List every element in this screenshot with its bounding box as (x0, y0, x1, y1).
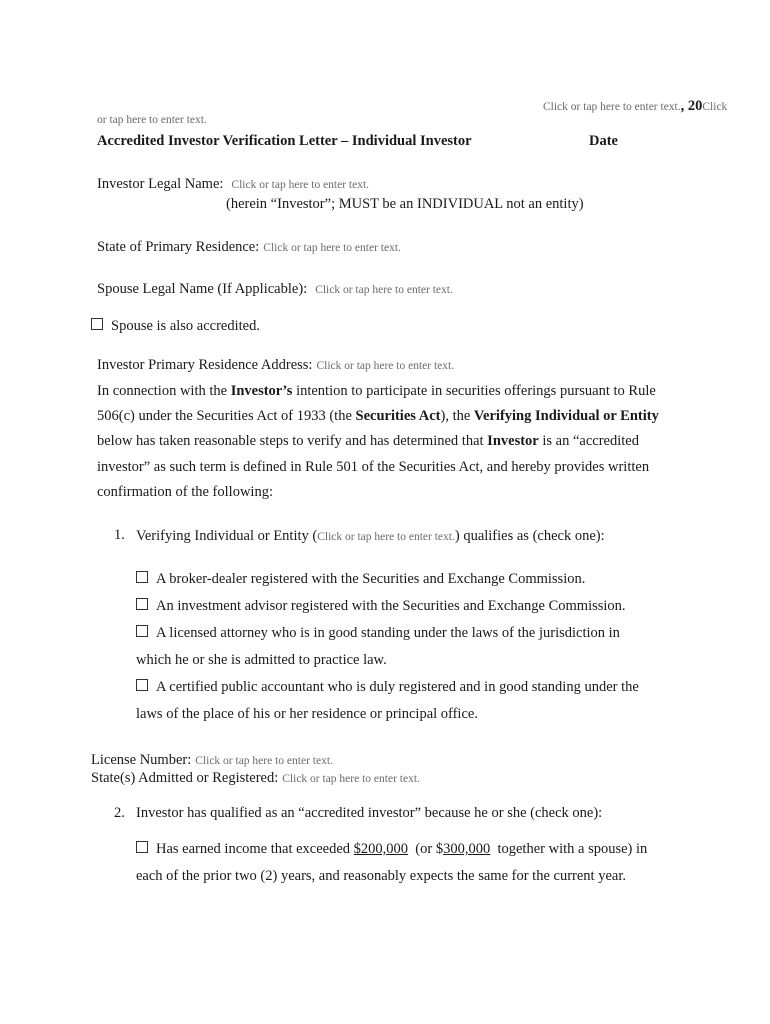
attorney-checkbox[interactable] (136, 625, 148, 637)
intro-bold-investor: Investor (487, 433, 539, 450)
income-amount-individual: $200,000 (353, 841, 409, 857)
state-residence-field[interactable]: Click or tap here to enter text. (263, 242, 401, 254)
investor-name-label: Investor Legal Name: (97, 176, 224, 192)
income-text-b: (or $ (408, 841, 444, 857)
intro-paragraph (97, 379, 667, 505)
date-field[interactable]: Click or tap here to enter text. (543, 101, 681, 113)
option-label: A certified public accountant who is duly registered and in good standing under the (156, 679, 639, 695)
option-label: A broker-dealer registered with the Securities and Exchange Commission. (156, 571, 586, 587)
option-broker-dealer (136, 571, 585, 588)
intro-bold-securities-act: Securities Act (355, 408, 441, 425)
states-admitted-field[interactable]: Click or tap here to enter text. (282, 773, 420, 785)
item-2-text: Investor has qualified as an “accredited investor” because he or she (check one): (136, 805, 603, 821)
option-label: A licensed attorney who is in good standing under the laws of the jurisdiction in (156, 625, 620, 641)
state-residence-row (97, 238, 401, 256)
income-checkbox[interactable] (136, 841, 148, 853)
spouse-name-row (97, 280, 453, 298)
states-admitted-row (91, 769, 420, 787)
spouse-accredited-row (91, 318, 260, 335)
states-admitted-label: State(s) Admitted or Registered: (91, 770, 279, 786)
option-cpa (136, 679, 639, 696)
document-title: Accredited Investor Verification Letter – Individual Investor (97, 133, 472, 149)
date-label: Date (589, 133, 618, 149)
option-income-continued: each of the prior two (2) years, and reasonably expects the same for the current year. (136, 868, 626, 884)
year-field-continued[interactable]: or tap here to enter text. (97, 114, 207, 126)
spouse-accredited-label: Spouse is also accredited. (111, 318, 260, 334)
option-investment-advisor (136, 598, 626, 615)
date-line (543, 97, 727, 115)
spouse-name-label: Spouse Legal Name (If Applicable): (97, 281, 308, 297)
item-1-prefix: Verifying Individual or Entity ( (136, 528, 318, 544)
license-number-label: License Number: (91, 752, 192, 768)
spouse-name-field[interactable]: Click or tap here to enter text. (315, 284, 453, 296)
intro-text-5: is an “accredited investor” as such term is defined in Rule 501 of the Securities Act, and hereby provides written confirmation of the following: (97, 433, 650, 500)
item-1-suffix: ) qualifies as (check one): (454, 528, 605, 544)
license-number-row (91, 751, 333, 769)
residence-address-label: Investor Primary Residence Address: (97, 357, 313, 373)
investor-name-note: (herein “Investor”; MUST be an INDIVIDUAL not an entity) (226, 196, 584, 212)
option-attorney (136, 625, 620, 642)
intro-text-4: below has taken reasonable steps to verify and has determined that (97, 433, 488, 450)
investor-name-field[interactable]: Click or tap here to enter text. (231, 179, 370, 191)
intro-bold-investors: Investor’s (230, 383, 293, 399)
broker-dealer-checkbox[interactable] (136, 571, 148, 583)
option-label: An investment advisor registered with the Securities and Exchange Commission. (156, 598, 626, 614)
item-1-row (136, 527, 605, 545)
intro-text-1: In connection with the (97, 383, 231, 399)
income-amount-joint: 300,000 (443, 841, 491, 857)
intro-text-2: intention to participate in securities offerings pursuant to Rule 506(c) under the Securities Act of 1933 (the (97, 383, 656, 425)
intro-bold-verifying-entity: Verifying Individual or Entity (473, 408, 659, 425)
item-2-number: 2. (114, 805, 125, 821)
option-attorney-continued: which he or she is admitted to practice law. (136, 652, 387, 668)
intro-text-3: ), the (440, 408, 474, 425)
option-income (136, 841, 647, 858)
year-field[interactable]: Click (702, 101, 728, 113)
spouse-accredited-checkbox[interactable] (91, 318, 103, 330)
residence-address-row (97, 356, 454, 374)
residence-address-field[interactable]: Click or tap here to enter text. (316, 360, 455, 372)
state-residence-label: State of Primary Residence: (97, 239, 260, 255)
investment-advisor-checkbox[interactable] (136, 598, 148, 610)
item-1-number: 1. (114, 527, 125, 543)
income-text-a: Has earned income that exceeded (156, 841, 354, 857)
cpa-checkbox[interactable] (136, 679, 148, 691)
income-text-c: together with a spouse) in (490, 841, 648, 857)
option-cpa-continued: laws of the place of his or her residence or principal office. (136, 706, 478, 722)
verifying-entity-field[interactable]: Click or tap here to enter text. (317, 531, 455, 543)
year-prefix: , 20 (680, 98, 703, 114)
license-number-field[interactable]: Click or tap here to enter text. (195, 755, 333, 767)
investor-name-row (97, 175, 369, 193)
